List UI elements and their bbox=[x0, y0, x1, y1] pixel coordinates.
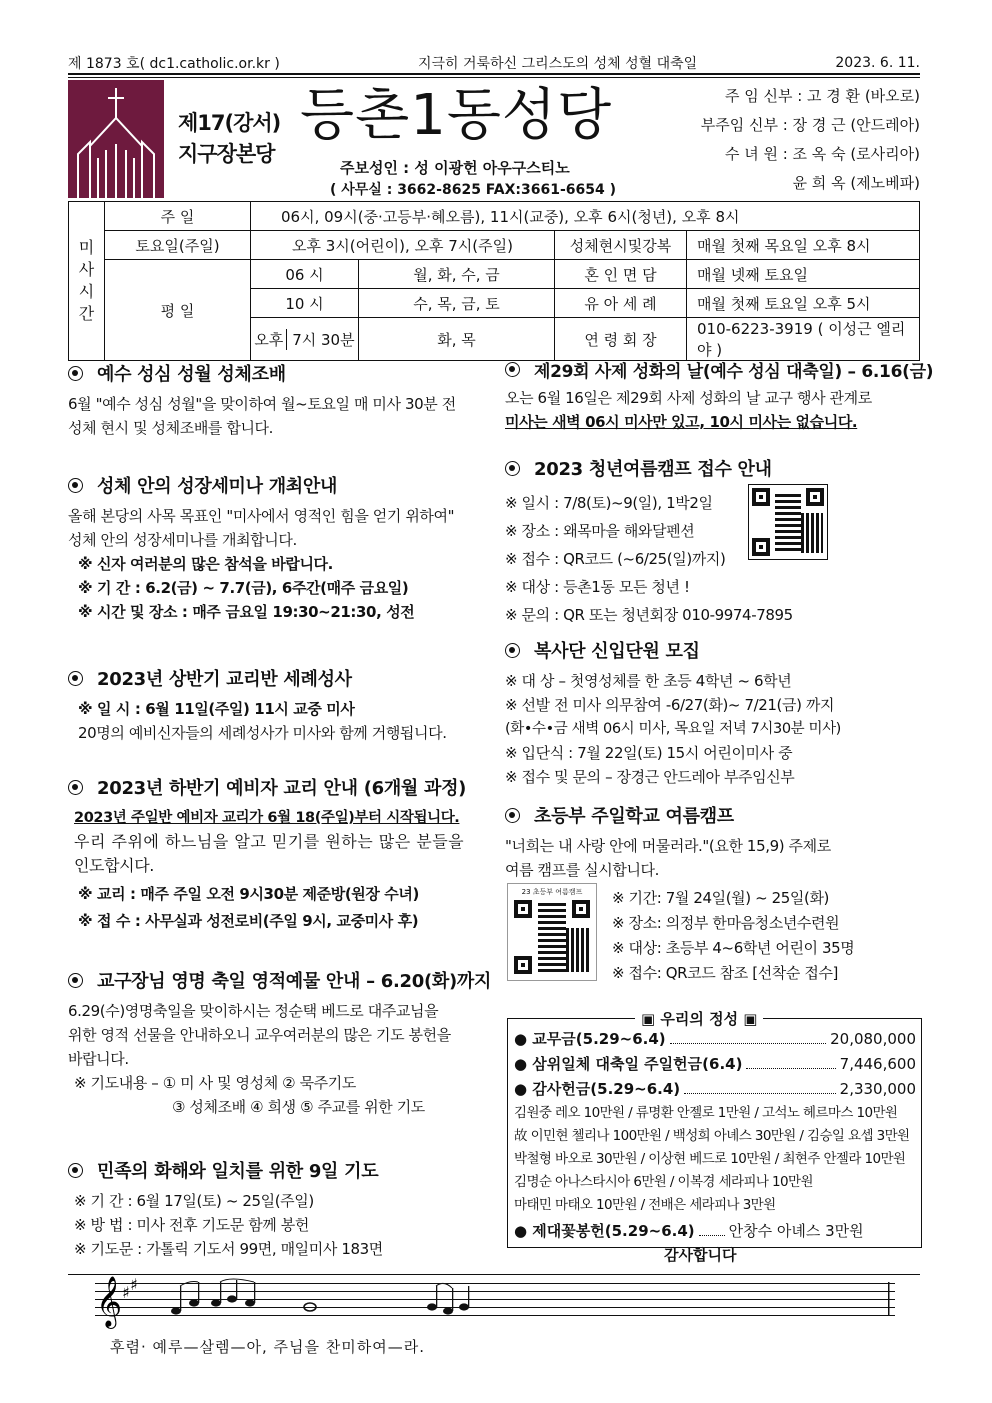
bullet-icon bbox=[505, 643, 520, 658]
donor-line: 박철형 바오로 30만원 / 이상현 베드로 10만원 / 최현주 안젤라 10만원 bbox=[514, 1151, 906, 1167]
section-altar-servers: 복사단 신입단원 모집 ※ 대 상 – 첫영성체를 한 초등 4학년 ~ 6학년 ※ 선발 전 미사 의무참여 -6/27(화)~ 7/21(금) 까지 (화•수•금 새벽 06시 미사, 목요일 저녁 7시30분 미사) ※ 입단식 : 7월 22일(토) 15시 어린이미사 중 ※ 접수 및 문의 – 장경근 안드레아 부주임신부 bbox=[505, 637, 923, 789]
hymn-lyrics: 후렴· 예루—살렘—아, 주님을 찬미하여—라. bbox=[110, 1338, 425, 1356]
donor-line: 故 이민현 첼리나 100만원 / 백성희 아녜스 30만원 / 김승일 요셉 3만원 bbox=[514, 1128, 910, 1144]
clergy-list bbox=[701, 82, 920, 198]
office-contact: ( 사무실 : 3662-8625 FAX:3661-6654 ) bbox=[330, 182, 617, 198]
legion-value: 010-6223-3919 ( 이성근 엘리야 ) bbox=[687, 318, 920, 361]
top-divider-thin bbox=[68, 77, 920, 78]
svg-text:♯: ♯ bbox=[130, 1275, 138, 1294]
district-label: 제17(강서) 지구장본당 bbox=[178, 111, 281, 166]
offering-row: ● 삼위일체 대축일 주일헌금(6.4) 7,446,600 bbox=[514, 1055, 916, 1073]
offering-row: ● 감사헌금(5.29~6.4) 2,330,000 bbox=[514, 1080, 916, 1098]
issue-date: 2023. 6. 11. bbox=[835, 55, 920, 71]
section-title: 2023년 상반기 교리반 세례성사 bbox=[97, 669, 352, 690]
youth-camp-qr-code[interactable] bbox=[748, 484, 828, 560]
marriage-label: 혼 인 면 담 bbox=[555, 260, 687, 289]
clergy-sister-2: 윤 희 옥 (제노베파) bbox=[792, 174, 920, 192]
offering-row: ● 교무금(5.29~6.4) 20,080,000 bbox=[514, 1030, 916, 1048]
music-notes-icon bbox=[92, 1272, 902, 1332]
bullet-icon bbox=[68, 366, 83, 381]
mass-schedule-table bbox=[68, 201, 920, 361]
offering-title: ▣ 우리의 정성 ▣ bbox=[635, 1008, 763, 1029]
parish-title: 등촌1동성당 bbox=[300, 83, 613, 148]
top-bar bbox=[68, 52, 920, 74]
weekday-days-2: 수, 목, 금, 토 bbox=[359, 289, 555, 318]
donor-line: 마태민 마태오 10만원 / 전배은 세라피나 3만원 bbox=[514, 1197, 776, 1213]
weekday-time-1: 06 시 bbox=[251, 260, 359, 289]
bullet-icon bbox=[68, 478, 83, 493]
bullet-icon bbox=[505, 362, 520, 377]
thanks-text: 감사합니다 bbox=[664, 1246, 737, 1264]
bullet-icon bbox=[68, 973, 83, 988]
section-baptism: 2023년 상반기 교리반 세례성사 ※ 일 시 : 6월 11일(주일) 11시 교중 미사 20명의 예비신자들의 세례성사가 미사와 함께 거행됩니다. bbox=[68, 665, 488, 745]
weekday-days-1: 월, 화, 수, 금 bbox=[359, 260, 555, 289]
patron-saint: 주보성인 : 성 이광헌 아우구스티노 bbox=[340, 159, 570, 177]
baptism-value: 매월 첫째 토요일 오후 5시 bbox=[687, 289, 920, 318]
kids-camp-qr-code[interactable] bbox=[507, 883, 597, 981]
section-seminar: 성체 안의 성장세미나 개최안내 올해 본당의 사목 목표인 "미사에서 영적인 힘을 얻기 위하여" 성체 안의 성장세미나를 개최합니다. ※ 신자 여러분의 많은 참석을 바랍니다. ※ 기 간 : 6.2(금) ~ 7.7(금), 6주간(매주 금요일) ※ 시간 및 장소 : 매주 금요일 19:30~21:30, 성전 bbox=[68, 472, 488, 624]
adoration-value: 매월 첫째 목요일 오후 8시 bbox=[687, 231, 920, 260]
bullet-icon bbox=[68, 671, 83, 686]
section-catechumen: 2023년 하반기 예비자 교리 안내 (6개월 과정) 2023년 주일반 예비자 교리가 6월 18(주일)부터 시작됩니다. 우리 주위에 하느님을 알고 믿기를 원하는 많은 분들을 인도합시다. ※ 교리 : 매주 주일 오전 9시30분 제준방(원장 수녀) ※ 접 수 : 사무실과 성전로비(주일 9시, 교중미사 후) bbox=[68, 774, 488, 933]
section-title: 예수 성심 성월 성체조배 bbox=[97, 364, 286, 385]
section-title: 초등부 주일학교 여름캠프 bbox=[534, 806, 734, 827]
weekday-label: 평 일 bbox=[105, 260, 251, 361]
section-title: 2023년 하반기 예비자 교리 안내 (6개월 과정) bbox=[97, 778, 467, 799]
saturday-times: 오후 3시(어린이), 오후 7시(주일) bbox=[251, 231, 555, 260]
top-divider bbox=[68, 73, 920, 75]
section-title: 제29회 사제 성화의 날(예수 성심 대축일) – 6.16(금) bbox=[534, 362, 934, 382]
mass-side-label: 미사시간 bbox=[69, 202, 105, 361]
offering-row: ● 제대꽃봉헌(5.29~6.4) 안창수 아녜스 3만원 bbox=[514, 1222, 864, 1240]
baptism-label: 유 아 세 례 bbox=[555, 289, 687, 318]
qr-caption: 23 초등부 여름캠프 bbox=[521, 888, 583, 896]
marriage-value: 매월 넷째 토요일 bbox=[687, 260, 920, 289]
donor-line: 김원중 레오 10만원 / 류명환 안젤로 1만원 / 고석노 헤르마스 10만원 bbox=[514, 1105, 898, 1121]
svg-text:𝄞: 𝄞 bbox=[96, 1276, 123, 1327]
weekday-time-3: 오후 7시 30분 bbox=[251, 318, 359, 361]
section-novena: 민족의 화해와 일치를 위한 9일 기도 ※ 기 간 : 6월 17일(토) ~ 25일(주일) ※ 방 법 : 미사 전후 기도문 함께 봉헌 ※ 기도문 : 가톨릭 기도서 99면, 매일미사 183면 bbox=[68, 1157, 488, 1261]
section-kids-camp: 초등부 주일학교 여름캠프 "너희는 내 사랑 안에 머물러라."(요한 15,9) 주제로 여름 캠프를 실시합니다. bbox=[505, 802, 923, 882]
section-title: 교구장님 영명 축일 영적예물 안내 – 6.20(화)까지 bbox=[97, 971, 492, 992]
sunday-label: 주 일 bbox=[105, 202, 251, 231]
bullet-icon bbox=[68, 780, 83, 795]
section-title: 성체 안의 성장세미나 개최안내 bbox=[97, 476, 338, 497]
clergy-assistant: 부주임 신부 : 장 경 근 (안드레아) bbox=[700, 116, 920, 134]
clergy-sister-1: 수 녀 원 : 조 옥 숙 (로사리아) bbox=[724, 145, 920, 163]
section-sacred-heart: 예수 성심 성월 성체조배 6월 "예수 성심 성월"을 맞이하여 월~토요일 매 미사 30분 전 성체 현시 및 성체조배를 합니다. bbox=[68, 360, 488, 440]
section-title: 민족의 화해와 일치를 위한 9일 기도 bbox=[97, 1161, 379, 1182]
bullet-icon bbox=[68, 1163, 83, 1178]
legion-label: 연 령 회 장 bbox=[555, 318, 687, 361]
section-bishop-feast: 교구장님 영명 축일 영적예물 안내 – 6.20(화)까지 6.29(수)영명축일을 맞이하시는 정순택 베드로 대주교님을 위한 영적 선물을 안내하오니 교우여러분의 많은 기도 봉헌을 바랍니다. ※ 기도내용 – ① 미 사 및 영성체 ② 묵주기도 ③ 성체조배 ④ 희생 ⑤ 주교를 위한 기도 bbox=[68, 967, 488, 1119]
section-youth-camp: 2023 청년여름캠프 접수 안내 ※ 일시 : 7/8(토)~9(일), 1박2일 ※ 장소 : 왜목마을 해와달펜션 ※ 접수 : QR코드 (~6/25(일)까지) ※ 대상 : 등촌1동 모든 청년 ! ※ 문의 : QR 또는 청년회장 010-9974-7895 bbox=[505, 455, 923, 629]
svg-text:♯: ♯ bbox=[122, 1283, 130, 1302]
offering-box bbox=[507, 1018, 922, 1248]
clergy-pastor: 주 임 신부 : 고 경 환 (바오로) bbox=[724, 87, 920, 105]
weekday-time-2: 10 시 bbox=[251, 289, 359, 318]
issue-number: 제 1873 호( dc1.catholic.or.kr ) bbox=[68, 56, 280, 72]
church-icon bbox=[68, 80, 164, 198]
donor-line: 김명순 아나스타시아 6만원 / 이복경 세라피나 10만원 bbox=[514, 1174, 813, 1190]
feast-name: 지극히 거룩하신 그리스도의 성체 성혈 대축일 bbox=[418, 56, 698, 72]
weekday-days-3: 화, 목 bbox=[359, 318, 555, 361]
kids-camp-details: ※ 기간: 7월 24일(월) ~ 25일(화) ※ 장소: 의정부 한마음청소년수련원 ※ 대상: 초등부 4~6학년 어린이 35명 ※ 접수: QR코드 참조 [선착순 접수] bbox=[612, 889, 855, 982]
bullet-icon bbox=[505, 461, 520, 476]
bullet-icon bbox=[505, 808, 520, 823]
adoration-label: 성체현시및강복 bbox=[555, 231, 687, 260]
section-title: 복사단 신입단원 모집 bbox=[534, 641, 700, 662]
sunday-times: 06시, 09시(중·고등부·혜오름), 11시(교중), 오후 6시(청년), 오후 8시 bbox=[251, 202, 920, 231]
saturday-label: 토요일(주일) bbox=[105, 231, 251, 260]
section-title: 2023 청년여름캠프 접수 안내 bbox=[534, 459, 772, 480]
church-logo bbox=[68, 80, 164, 198]
section-priest-day: 제29회 사제 성화의 날(예수 성심 대축일) – 6.16(금) 오는 6월 16일은 제29회 사제 성화의 날 교구 행사 관계로 미사는 새벽 06시 미사만 있고, 10시 미사는 없습니다. bbox=[505, 357, 923, 434]
